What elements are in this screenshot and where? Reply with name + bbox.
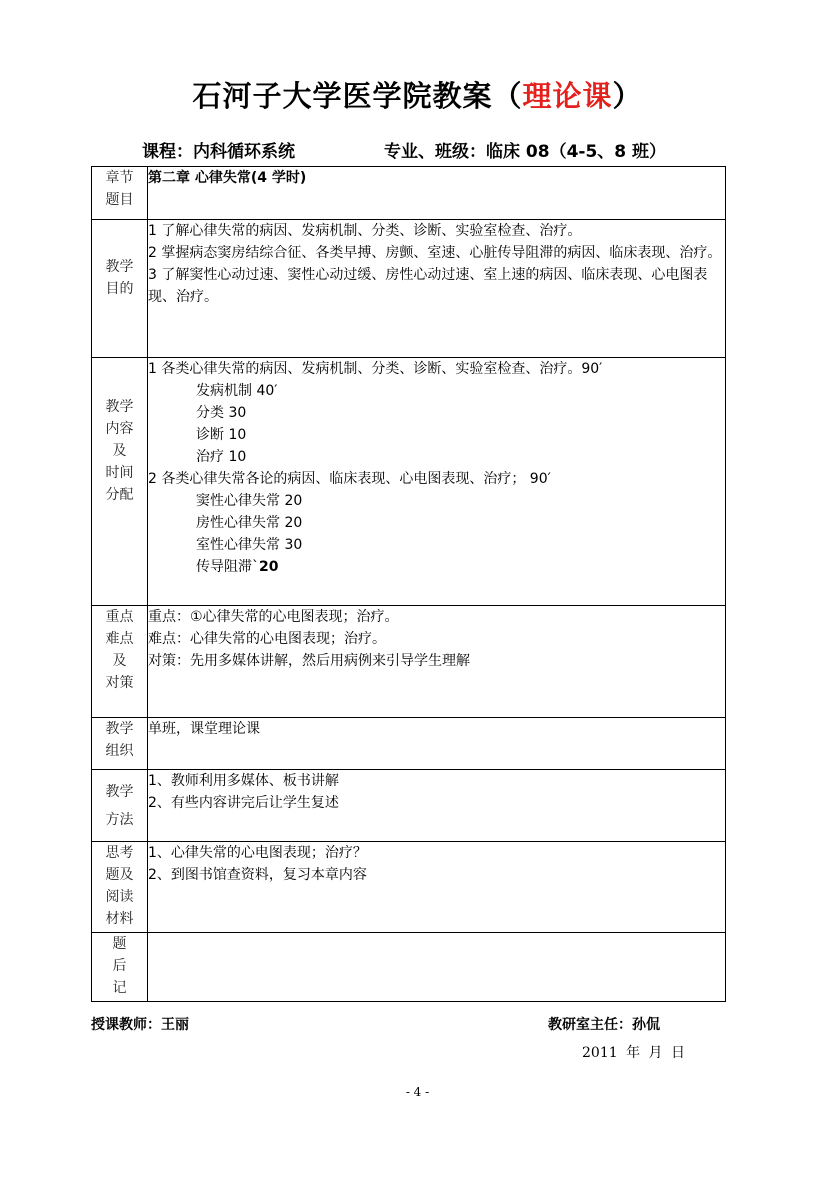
label-line: 时间 xyxy=(105,465,134,481)
row-chapter xyxy=(92,167,726,220)
label-line: 及 xyxy=(112,443,127,459)
content-item: 2 各类心律失常各论的病因、临床表现、心电图表现、治疗； 90′ xyxy=(148,471,551,487)
methods-content xyxy=(148,770,726,842)
question-item: 1、心律失常的心电图表现；治疗？ xyxy=(148,845,367,861)
content-subitem: 室性心律失常 30 xyxy=(196,537,303,553)
content-item: 1 各类心律失常的病因、发病机制、分类、诊断、实验室检查、治疗。90′ xyxy=(148,361,603,377)
label-organization xyxy=(92,718,148,770)
label-methods xyxy=(92,770,148,842)
row-postscript xyxy=(92,933,726,1002)
date-line: 2011 年 月 日 xyxy=(582,1045,685,1061)
teacher-signature: 授课教师：王丽 xyxy=(91,1017,189,1033)
title-close: ） xyxy=(612,79,643,113)
organization-content: 单班，课堂理论课 xyxy=(148,718,726,770)
label-line: 题目 xyxy=(105,192,134,208)
major-class: 专业、班级：临床 08（4-5、8 班） xyxy=(384,142,667,162)
label-line: 难点 xyxy=(105,631,134,647)
label-line: 教学 xyxy=(105,721,134,737)
key-point: 对策：先用多媒体讲解，然后用病例来引导学生理解 xyxy=(148,653,470,669)
chapter-title: 第二章 心律失常(4 学时) xyxy=(148,167,726,220)
label-line: 教学 xyxy=(105,399,134,415)
label-line: 及 xyxy=(112,653,127,669)
label-line: 教学 xyxy=(105,784,134,800)
label-line: 题 xyxy=(112,936,127,952)
label-line: 思考 xyxy=(105,845,134,861)
label-line: 材料 xyxy=(105,911,134,927)
row-organization xyxy=(92,718,726,770)
content-subitem: 窦性心律失常 20 xyxy=(196,493,303,509)
content-subitem: 治疗 10 xyxy=(196,449,247,465)
row-goals xyxy=(92,220,726,358)
key-point: 难点：心律失常的心电图表现；治疗。 xyxy=(148,631,386,647)
row-methods xyxy=(92,770,726,842)
goal-item: 1 了解心律失常的病因、发病机制、分类、诊断、实验室检查、治疗。 xyxy=(148,223,582,239)
content-subitem xyxy=(148,556,725,578)
content-subitem: 分类 30 xyxy=(196,405,247,421)
title-accent: 理论课 xyxy=(522,79,613,113)
label-postscript xyxy=(92,933,148,1002)
course-name: 课程：内科循环系统 xyxy=(142,142,295,162)
label-content xyxy=(92,358,148,606)
label-line: 对策 xyxy=(105,675,134,691)
teaching-content xyxy=(148,358,726,606)
row-content xyxy=(92,358,726,606)
label-line: 阅读 xyxy=(105,889,134,905)
label-key-points xyxy=(92,606,148,718)
page-number: - 4 - xyxy=(405,1085,430,1099)
row-key-points xyxy=(92,606,726,718)
question-item: 2、到图书馆查资料，复习本章内容 xyxy=(148,867,367,883)
label-goals xyxy=(92,220,148,358)
label-line: 题及 xyxy=(105,867,134,883)
key-point: 重点：①心律失常的心电图表现；治疗。 xyxy=(148,609,399,625)
subitem-text: 传导阻滞` xyxy=(196,559,259,575)
label-line: 后 xyxy=(112,958,127,974)
label-line: 教学 xyxy=(105,259,134,275)
goals-content xyxy=(148,220,726,358)
title-main: 石河子大学医学院教案（ xyxy=(192,79,523,113)
label-line: 组织 xyxy=(105,743,134,759)
content-subitem: 房性心律失常 20 xyxy=(196,515,303,531)
page-title xyxy=(0,74,835,115)
content-subitem: 诊断 10 xyxy=(196,427,247,443)
key-points-content xyxy=(148,606,726,718)
lesson-plan-table xyxy=(91,166,726,1002)
method-item: 1、教师利用多媒体、板书讲解 xyxy=(148,773,339,789)
course-header xyxy=(142,137,702,162)
method-item: 2、有些内容讲完后让学生复述 xyxy=(148,795,339,811)
label-line: 分配 xyxy=(105,487,134,503)
postscript-content[interactable] xyxy=(148,933,726,1002)
label-chapter xyxy=(92,167,148,220)
subitem-time: 20 xyxy=(259,559,279,575)
label-questions xyxy=(92,842,148,933)
goal-item: 3 了解窦性心动过速、窦性心动过缓、房性心动过速、室上速的病因、临床表现、心电图表现、治疗。 xyxy=(148,267,708,305)
questions-content xyxy=(148,842,726,933)
goal-item: 2 掌握病态窦房结综合征、各类早搏、房颤、室速、心脏传导阻滞的病因、临床表现、治疗。 xyxy=(148,245,722,261)
content-subitem: 发病机制 40′ xyxy=(196,383,278,399)
label-line: 目的 xyxy=(105,281,134,297)
label-line: 重点 xyxy=(105,609,134,625)
label-line: 方法 xyxy=(105,812,134,828)
director-signature: 教研室主任：孙侃 xyxy=(548,1017,660,1033)
label-line: 内容 xyxy=(105,421,134,437)
label-line: 章节 xyxy=(105,170,134,186)
row-questions xyxy=(92,842,726,933)
label-line: 记 xyxy=(112,980,127,996)
